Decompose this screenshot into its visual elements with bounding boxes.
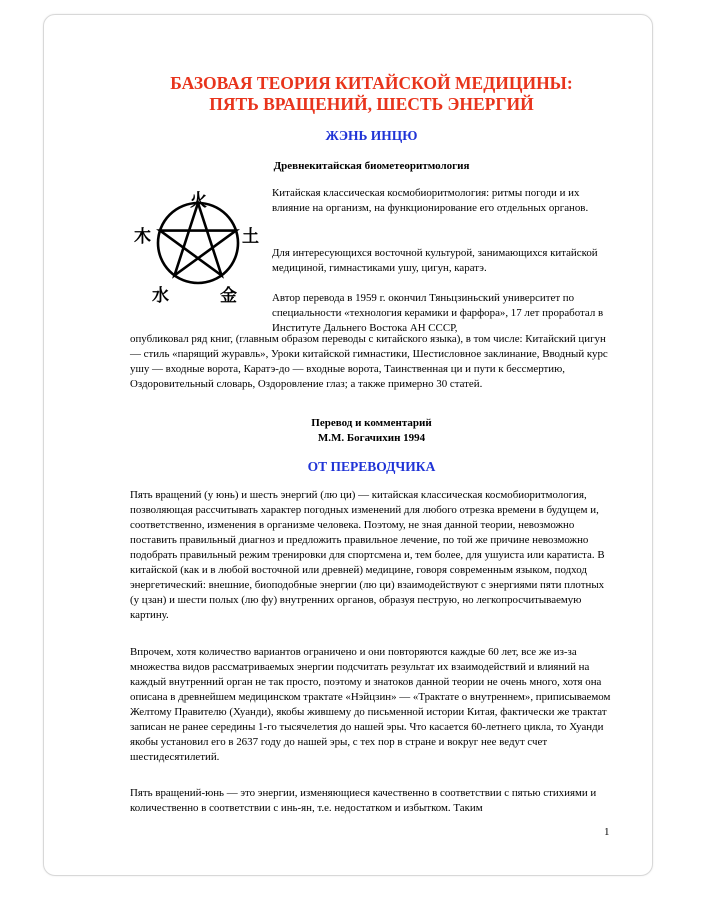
wood-glyph: 木	[134, 227, 151, 247]
pentagram-icon	[130, 188, 262, 306]
intro-paragraph-3-part-2: опубликовал ряд книг, (главным образом переводы с китайского языка), в том числе: Китайский цигун — стиль «парящий журавль», Уроки китайской гимнастики, Шестисловное заклинание, Вводный курс ушу — входные ворота, Каратэ-до — входные ворота, Таинственная ци и пути к бессмертию, Оздоровительный словарь, Оздоровление глаз; а также примерно 30 статей.	[130, 333, 608, 390]
document-title-line-1: БАЗОВАЯ ТЕОРИЯ КИТАЙСКОЙ МЕДИЦИНЫ:	[170, 73, 573, 93]
intro-paragraph-1: Китайская классическая космобиоритмология: ритмы погоди и их влияние на организм, на функционирование его отдельных органов.	[272, 187, 589, 214]
metal-glyph: 金	[220, 286, 237, 306]
water-glyph: 水	[152, 286, 169, 306]
earth-glyph: 土	[242, 227, 259, 247]
page-number: 1	[604, 826, 610, 838]
body-paragraph-2: Впрочем, хотя количество вариантов ограничено и они повторяются каждые 60 лет, все же из-за множества видов рассматриваемых энергии подсчитать результат их взаимодействий и влияний на каждый внутренний орган не так просто, поэтому и знатоков данной теории не очень много, хотя она описана в древнейшем медицинском трактате «Нэйцзин» — «Трактате о внутреннем», приписываемом Желтому Правителю (Хуанди), якобы жившему до письменной истории Китая, фактически же трактат записан не ранее середины 1-го тысячелетия до нашей эры. Что касается 60-летнего цикла, то Хуанди якобы установил его в 2637 году до нашей эры, с тех пор в стране и вокруг нее ведут счет шестидесятилетий.	[130, 646, 611, 763]
author-name: ЖЭНЬ ИНЦЮ	[325, 128, 418, 143]
translation-credit-line-2: М.М. Богачихин 1994	[317, 432, 426, 444]
body-paragraph-1: Пять вращений (у юнь) и шесть энергий (лю ци) — китайская классическая космобиоритмология, позволяющая рассчитывать характер погодных изменений для любого отрезка времени в будущем и, соответственно, изменения в организме человека. Поэтому, не зная данной теории, невозможно поставить правильный диагноз и предложить правильное лечение, по той же причине невозможно подобрать правильный режим тренировки для спортсмена и, тем более, для ушуиста или каратиста. В китайской (как и в любой восточной или древней) медицине, говоря современным языком, подход энергетический: внешние, биоподобные энергии (лю ци) взаимодействуют с энергиями пяти плотных (у цзан) и шести полых (лю фу) внутренних органов, образуя пеструю, но легкопросчитываемую картину.	[130, 489, 605, 621]
document-subtitle: Древнекитайская биометеоритмология	[273, 160, 470, 172]
body-paragraph-3: Пять вращений-юнь — это энергии, изменяющиеся качественно в соответствии с пятью стихиями и количественно в соответствии с инь-ян, т.е. недостатком и избытком. Таким	[130, 787, 597, 814]
document-title-line-2: ПЯТЬ ВРАЩЕНИЙ, ШЕСТЬ ЭНЕРГИЙ	[209, 94, 534, 114]
fire-glyph: 火	[190, 191, 207, 211]
translation-credit-line-1: Перевод и комментарий	[311, 417, 432, 429]
section-heading: ОТ ПЕРЕВОДЧИКА	[307, 459, 436, 474]
intro-paragraph-3-part-1: Автор перевода в 1959 г. окончил Тяньцзиньский университет по специальности «технология керамики и фарфора», 17 лет проработал в Институте Дальнего Востока АН СССР,	[272, 292, 604, 334]
five-elements-pentagram-figure	[130, 188, 262, 306]
intro-paragraph-2: Для интересующихся восточной культурой, занимающихся китайской медициной, гимнастиками ушу, цигун, каратэ.	[272, 247, 598, 274]
